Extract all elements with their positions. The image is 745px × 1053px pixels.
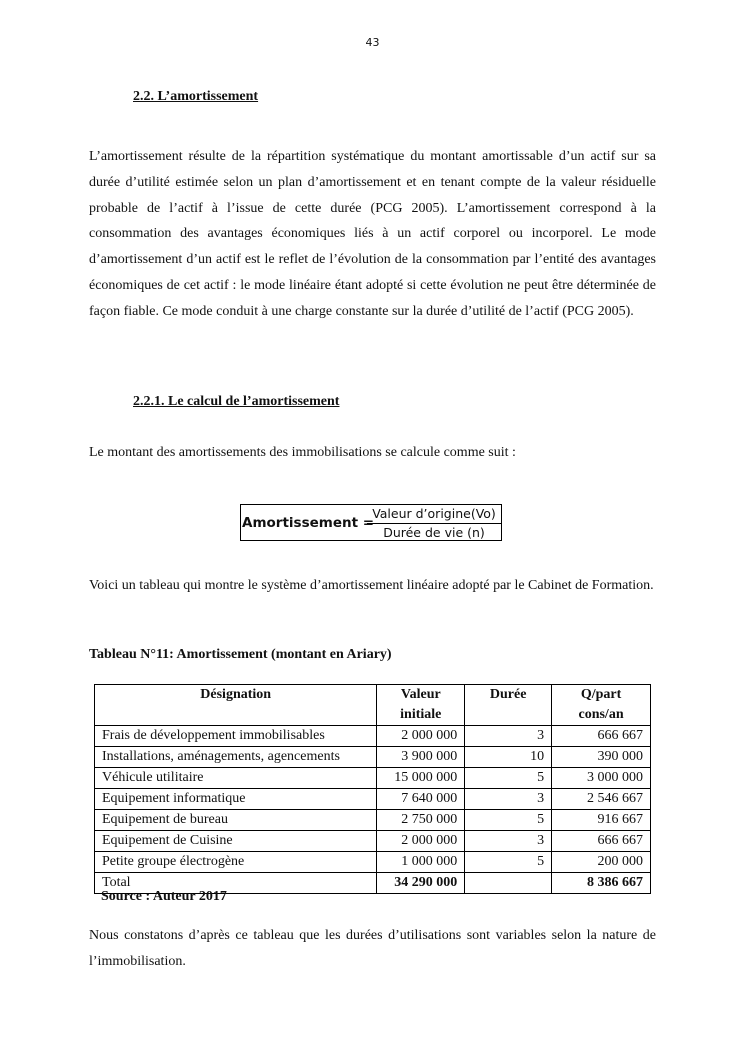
header-designation: Désignation [95, 685, 377, 726]
cell-total-valeur: 34 290 000 [377, 873, 465, 894]
paragraph-table-intro [89, 573, 656, 599]
cell-designation: Equipement informatique [95, 789, 377, 810]
formula-numerator: Valeur d’origine(Vo) [372, 506, 496, 521]
cell-duree: 3 [465, 789, 552, 810]
cell-designation: Equipement de Cuisine [95, 831, 377, 852]
table-row [95, 831, 651, 852]
cell-quote-part: 666 667 [552, 831, 651, 852]
cell-total-label: Total [95, 873, 377, 894]
cell-designation: Installations, aménagements, agencements [95, 747, 377, 768]
cell-quote-part: 390 000 [552, 747, 651, 768]
header-valeur-initiale: Valeur initiale [377, 685, 465, 726]
table-row [95, 726, 651, 747]
cell-quote-part: 3 000 000 [552, 768, 651, 789]
cell-valeur: 2 000 000 [377, 726, 465, 747]
cell-designation: Equipement de bureau [95, 810, 377, 831]
cell-designation: Petite groupe électrogène [95, 852, 377, 873]
table-row [95, 789, 651, 810]
cell-valeur: 7 640 000 [377, 789, 465, 810]
paragraph-text: Nous constatons d’après ce tableau que les durées d’utilisations sont variables selon la nature de l’immobilisation. [89, 928, 656, 969]
table-source: Source : Auteur 2017 [101, 889, 227, 904]
cell-quote-part: 2 546 667 [552, 789, 651, 810]
cell-quote-part: 200 000 [552, 852, 651, 873]
cell-valeur: 2 750 000 [377, 810, 465, 831]
formula-fraction [367, 506, 501, 541]
cell-total-duree [465, 873, 552, 894]
paragraph-text: Le montant des amortissements des immobilisations se calcule comme suit : [89, 445, 516, 460]
paragraph-conclusion [89, 923, 656, 975]
formula-lhs: Amortissement = [242, 515, 375, 531]
table-row [95, 747, 651, 768]
cell-quote-part: 916 667 [552, 810, 651, 831]
table-row [95, 768, 651, 789]
table-row [95, 852, 651, 873]
cell-valeur: 15 000 000 [377, 768, 465, 789]
cell-duree: 5 [465, 768, 552, 789]
paragraph-intro-formula [89, 440, 656, 466]
cell-duree: 10 [465, 747, 552, 768]
table-title: Tableau N°11: Amortissement (montant en Ariary) [89, 647, 392, 662]
cell-duree: 5 [465, 810, 552, 831]
cell-valeur: 2 000 000 [377, 831, 465, 852]
subsection-heading: 2.2.1. Le calcul de l’amortissement [133, 394, 340, 409]
fraction-bar [367, 523, 501, 524]
table-header-row [95, 685, 651, 726]
paragraph-definition [89, 144, 656, 325]
page-number: 43 [365, 36, 380, 49]
cell-duree: 3 [465, 831, 552, 852]
paragraph-text: L’amortissement résulte de la répartition systématique du montant amortissable d’un actif sur sa durée d’utilité estimée selon un plan d’amortissement et en tenant compte de la valeur résiduelle probable de l’actif à l’issue de cette durée (PCG 2005). L’amortissement correspond à la consommation des avantages économiques liés à un actif corporel ou incorporel. Le mode d’amortissement d’un actif est le reflet de l’évolution de la consommation par l’entité des avantages économiques de cet actif : le mode linéaire étant adopté si cette évolution ne peut être déterminée de façon fiable. Ce mode conduit à une charge constante sur la durée d’utilité de l’actif (PCG 2005). [89, 149, 656, 319]
formula-denominator: Durée de vie (n) [383, 525, 485, 540]
section-heading: 2.2. L’amortissement [133, 89, 259, 104]
cell-designation: Véhicule utilitaire [95, 768, 377, 789]
amortization-formula [240, 504, 502, 541]
cell-duree: 3 [465, 726, 552, 747]
header-quote-part: Q/part cons/an [552, 685, 651, 726]
cell-valeur: 1 000 000 [377, 852, 465, 873]
paragraph-text: Voici un tableau qui montre le système d’amortissement linéaire adopté par le Cabinet de Formation. [89, 578, 654, 593]
header-duree: Durée [465, 685, 552, 726]
table-row [95, 810, 651, 831]
cell-valeur: 3 900 000 [377, 747, 465, 768]
cell-duree: 5 [465, 852, 552, 873]
cell-total-quote-part: 8 386 667 [552, 873, 651, 894]
amortization-table [94, 684, 651, 894]
cell-quote-part: 666 667 [552, 726, 651, 747]
cell-designation: Frais de développement immobilisables [95, 726, 377, 747]
